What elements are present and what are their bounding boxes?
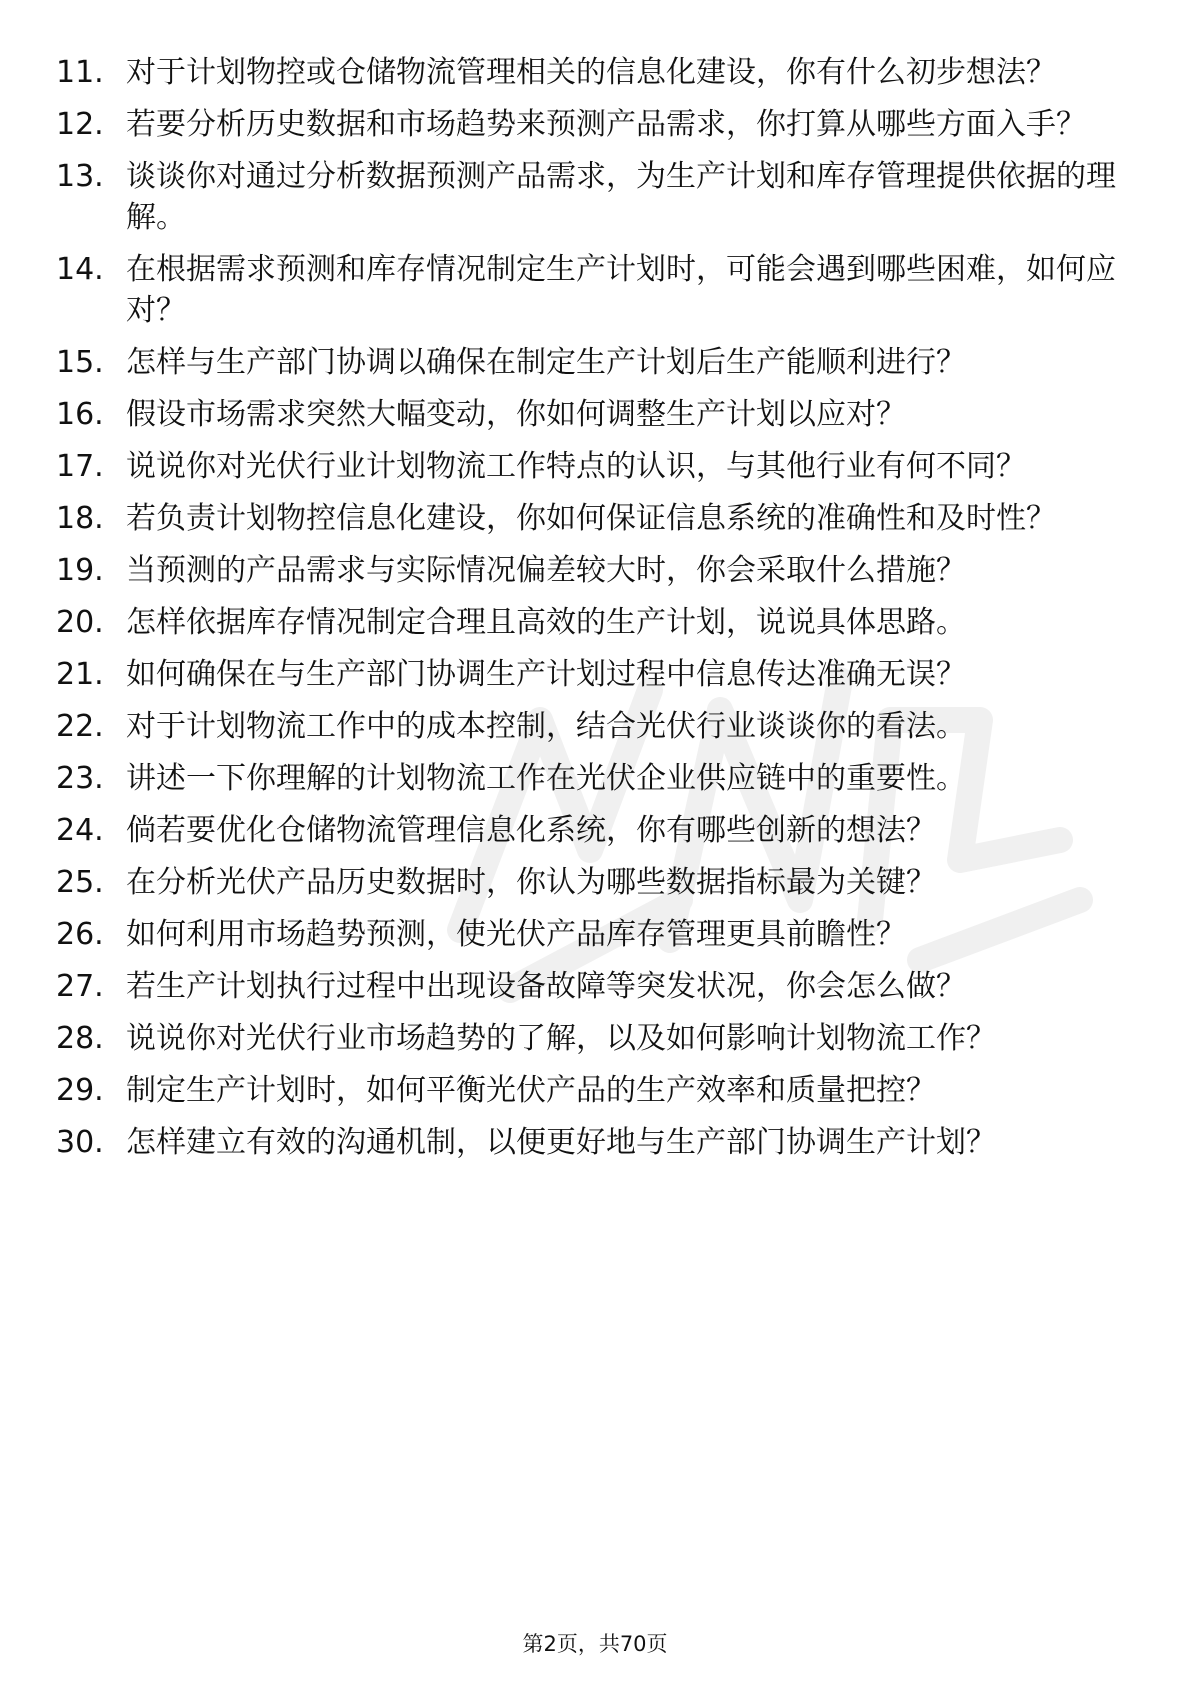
question-item bbox=[56, 1070, 1126, 1111]
question-item bbox=[56, 602, 1126, 643]
question-item bbox=[56, 498, 1126, 539]
question-text: 倘若要优化仓储物流管理信息化系统，你有哪些创新的想法？ bbox=[126, 813, 936, 848]
question-item bbox=[56, 104, 1126, 145]
question-item bbox=[56, 706, 1126, 747]
question-text: 若负责计划物控信息化建设，你如何保证信息系统的准确性和及时性？ bbox=[126, 501, 1056, 536]
question-text: 制定生产计划时，如何平衡光伏产品的生产效率和质量把控？ bbox=[126, 1073, 936, 1108]
question-number: 24. bbox=[56, 813, 104, 848]
question-item bbox=[56, 550, 1126, 591]
question-item bbox=[56, 342, 1126, 383]
question-number: 25. bbox=[56, 865, 104, 900]
question-item bbox=[56, 1018, 1126, 1059]
question-number: 23. bbox=[56, 761, 104, 796]
question-item bbox=[56, 966, 1126, 1007]
question-number: 28. bbox=[56, 1021, 104, 1056]
question-item bbox=[56, 394, 1126, 435]
question-number: 11. bbox=[56, 55, 104, 90]
question-text: 当预测的产品需求与实际情况偏差较大时，你会采取什么措施？ bbox=[126, 553, 966, 588]
question-item bbox=[56, 810, 1126, 851]
question-number: 14. bbox=[56, 252, 104, 287]
question-number: 13. bbox=[56, 159, 104, 194]
page-number-footer: 第2页，共70页 bbox=[522, 1632, 668, 1656]
question-text: 说说你对光伏行业计划物流工作特点的认识，与其他行业有何不同？ bbox=[126, 449, 1026, 484]
question-text: 如何确保在与生产部门协调生产计划过程中信息传达准确无误？ bbox=[126, 657, 966, 692]
question-item bbox=[56, 249, 1126, 331]
question-number: 30. bbox=[56, 1125, 104, 1160]
question-text: 若生产计划执行过程中出现设备故障等突发状况，你会怎么做？ bbox=[126, 969, 966, 1004]
question-number: 16. bbox=[56, 397, 104, 432]
question-text: 讲述一下你理解的计划物流工作在光伏企业供应链中的重要性。 bbox=[126, 761, 966, 796]
question-text: 假设市场需求突然大幅变动，你如何调整生产计划以应对？ bbox=[126, 397, 906, 432]
question-item bbox=[56, 654, 1126, 695]
question-number: 29. bbox=[56, 1073, 104, 1108]
question-text: 若要分析历史数据和市场趋势来预测产品需求，你打算从哪些方面入手？ bbox=[126, 107, 1086, 142]
question-item bbox=[56, 914, 1126, 955]
question-text: 对于计划物控或仓储物流管理相关的信息化建设，你有什么初步想法？ bbox=[126, 55, 1056, 90]
question-text: 怎样依据库存情况制定合理且高效的生产计划，说说具体思路。 bbox=[126, 605, 966, 640]
question-number: 18. bbox=[56, 501, 104, 536]
question-number: 21. bbox=[56, 657, 104, 692]
question-number: 12. bbox=[56, 107, 104, 142]
question-list bbox=[56, 52, 1126, 1163]
question-text: 怎样与生产部门协调以确保在制定生产计划后生产能顺利进行？ bbox=[126, 345, 966, 380]
question-number: 17. bbox=[56, 449, 104, 484]
question-text: 怎样建立有效的沟通机制，以便更好地与生产部门协调生产计划？ bbox=[126, 1125, 996, 1160]
question-item bbox=[56, 156, 1126, 238]
question-number: 26. bbox=[56, 917, 104, 952]
question-number: 22. bbox=[56, 709, 104, 744]
question-text: 在根据需求预测和库存情况制定生产计划时，可能会遇到哪些困难，如何应对？ bbox=[126, 252, 1116, 328]
question-text: 说说你对光伏行业市场趋势的了解，以及如何影响计划物流工作？ bbox=[126, 1021, 996, 1056]
question-number: 27. bbox=[56, 969, 104, 1004]
question-text: 在分析光伏产品历史数据时，你认为哪些数据指标最为关键？ bbox=[126, 865, 936, 900]
question-text: 对于计划物流工作中的成本控制，结合光伏行业谈谈你的看法。 bbox=[126, 709, 966, 744]
question-number: 15. bbox=[56, 345, 104, 380]
question-item bbox=[56, 446, 1126, 487]
question-item bbox=[56, 758, 1126, 799]
question-item bbox=[56, 1122, 1126, 1163]
question-number: 20. bbox=[56, 605, 104, 640]
question-text: 谈谈你对通过分析数据预测产品需求，为生产计划和库存管理提供依据的理解。 bbox=[126, 159, 1116, 235]
question-item bbox=[56, 52, 1126, 93]
question-text: 如何利用市场趋势预测，使光伏产品库存管理更具前瞻性？ bbox=[126, 917, 906, 952]
question-number: 19. bbox=[56, 553, 104, 588]
question-item bbox=[56, 862, 1126, 903]
